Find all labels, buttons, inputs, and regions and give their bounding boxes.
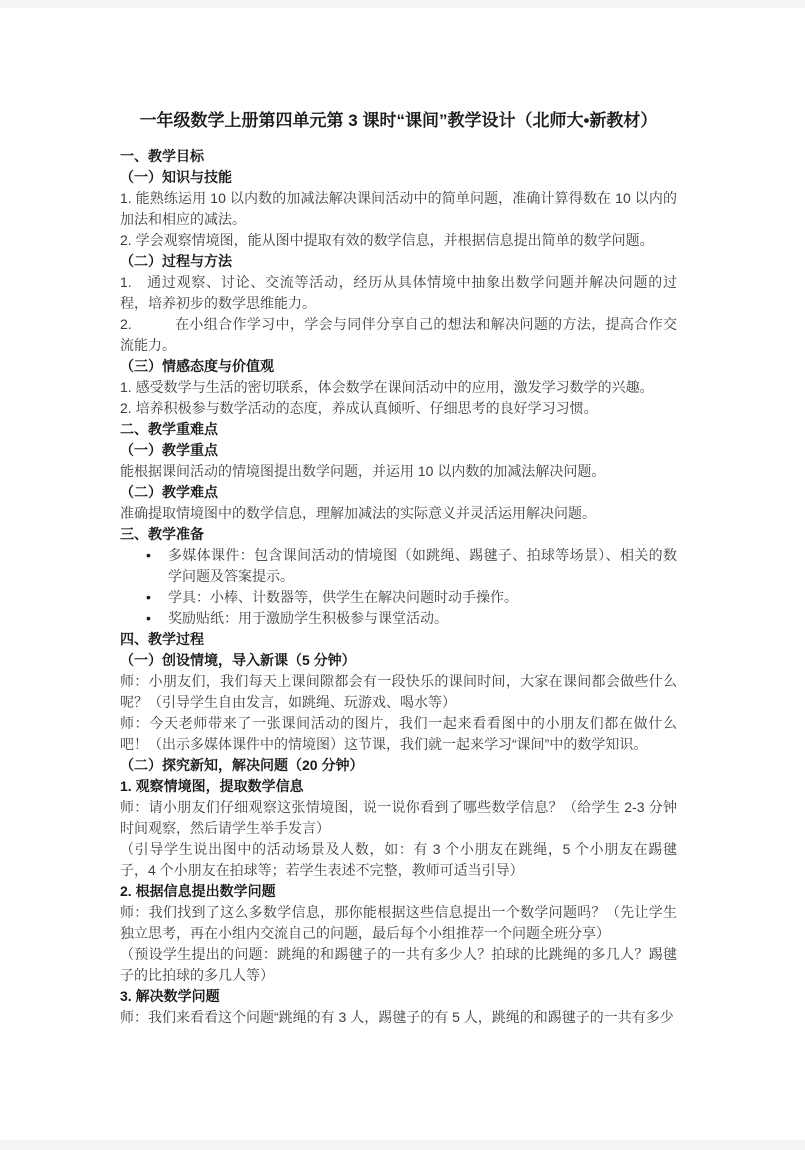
subsection-heading: （三）情感态度与价值观 xyxy=(120,358,274,374)
subsection-heading: （一）创设情境，导入新课（5 分钟） xyxy=(120,652,356,668)
bullet-text: 奖励贴纸：用于激励学生积极参与课堂活动。 xyxy=(168,610,448,626)
bullet-icon: • xyxy=(146,610,151,626)
document-body xyxy=(120,146,677,1028)
document-title: 一年级数学上册第四单元第 3 课时“课间”教学设计（北师大•新教材） xyxy=(139,111,658,130)
bullet-item xyxy=(120,587,677,608)
paragraph: 2. 培养积极参与数学活动的态度，养成认真倾听、仔细思考的良好学习习惯。 xyxy=(120,400,598,416)
paragraph: 师：今天老师带来了一张课间活动的图片，我们一起来看看图中的小朋友们都在做什么吧！（出示多媒体课件中的情境图）这节课，我们就一起来学习“课间”中的数学知识。 xyxy=(120,715,677,752)
paragraph: 师：请小朋友们仔细观察这张情境图，说一说你看到了哪些数学信息？（给学生 2-3 分钟时间观察，然后请学生举手发言） xyxy=(120,799,677,836)
section-heading: 三、教学准备 xyxy=(120,526,204,542)
bullet-icon: • xyxy=(146,589,151,605)
paragraph: （预设学生提出的问题：跳绳的和踢毽子的一共有多少人？拍球的比跳绳的多几人？踢毽子的比拍球的多几人等） xyxy=(120,946,677,983)
subsection-heading: （二）探究新知，解决问题（20 分钟） xyxy=(120,757,364,773)
document-content xyxy=(0,8,805,1028)
paragraph: 师：我们找到了这么多数学信息，那你能根据这些信息提出一个数学问题吗？（先让学生独立思考，再在小组内交流自己的问题，最后每个小组推荐一个问题全班分享） xyxy=(120,904,677,941)
numbered-subheading: 2. 根据信息提出数学问题 xyxy=(120,883,276,899)
paragraph: 师：小朋友们，我们每天上课间隙都会有一段快乐的课间时间，大家在课间都会做些什么呢？（引导学生自由发言，如跳绳、玩游戏、喝水等） xyxy=(120,673,677,710)
numbered-subheading: 1. 观察情境图，提取数学信息 xyxy=(120,778,304,794)
subsection-heading: （一）知识与技能 xyxy=(120,169,232,185)
paragraph: 准确提取情境图中的数学信息，理解加减法的实际意义并灵活运用解决问题。 xyxy=(120,505,596,521)
bullet-item xyxy=(120,545,677,587)
paragraph: 1. 能熟练运用 10 以内数的加减法解决课间活动中的简单问题，准确计算得数在 10 以内的加法和相应的减法。 xyxy=(120,190,677,227)
subsection-heading: （二）教学难点 xyxy=(120,484,218,500)
document-page xyxy=(0,8,805,1140)
paragraph: （引导学生说出图中的活动场景及人数，如：有 3 个小朋友在跳绳，5 个小朋友在踢毽子，4 个小朋友在拍球等；若学生表述不完整，教师可适当引导） xyxy=(120,841,677,878)
bullet-text: 多媒体课件：包含课间活动的情境图（如跳绳、踢毽子、拍球等场景）、相关的数学问题及答案提示。 xyxy=(168,547,677,584)
subsection-heading: （一）教学重点 xyxy=(120,442,218,458)
subsection-heading: （二）过程与方法 xyxy=(120,253,232,269)
bullet-item xyxy=(120,608,677,629)
paragraph: 能根据课间活动的情境图提出数学问题，并运用 10 以内数的加减法解决问题。 xyxy=(120,463,606,479)
section-heading: 一、教学目标 xyxy=(120,148,204,164)
paragraph: 2. 在小组合作学习中，学会与同伴分享自己的想法和解决问题的方法，提高合作交流能力。 xyxy=(120,316,677,353)
paragraph: 2. 学会观察情境图，能从图中提取有效的数学信息，并根据信息提出简单的数学问题。 xyxy=(120,232,654,248)
paragraph: 1. 感受数学与生活的密切联系，体会数学在课间活动中的应用，激发学习数学的兴趣。 xyxy=(120,379,654,395)
paragraph: 1. 通过观察、讨论、交流等活动，经历从具体情境中抽象出数学问题并解决问题的过程，培养初步的数学思维能力。 xyxy=(120,274,677,311)
section-heading: 四、教学过程 xyxy=(120,631,204,647)
bullet-icon: • xyxy=(146,547,151,563)
bullet-text: 学具：小棒、计数器等，供学生在解决问题时动手操作。 xyxy=(168,589,518,605)
numbered-subheading: 3. 解决数学问题 xyxy=(120,988,220,1004)
paragraph: 师：我们来看看这个问题“跳绳的有 3 人，踢毽子的有 5 人，跳绳的和踢毽子的一共有多少 xyxy=(120,1009,674,1025)
section-heading: 二、教学重难点 xyxy=(120,421,218,437)
